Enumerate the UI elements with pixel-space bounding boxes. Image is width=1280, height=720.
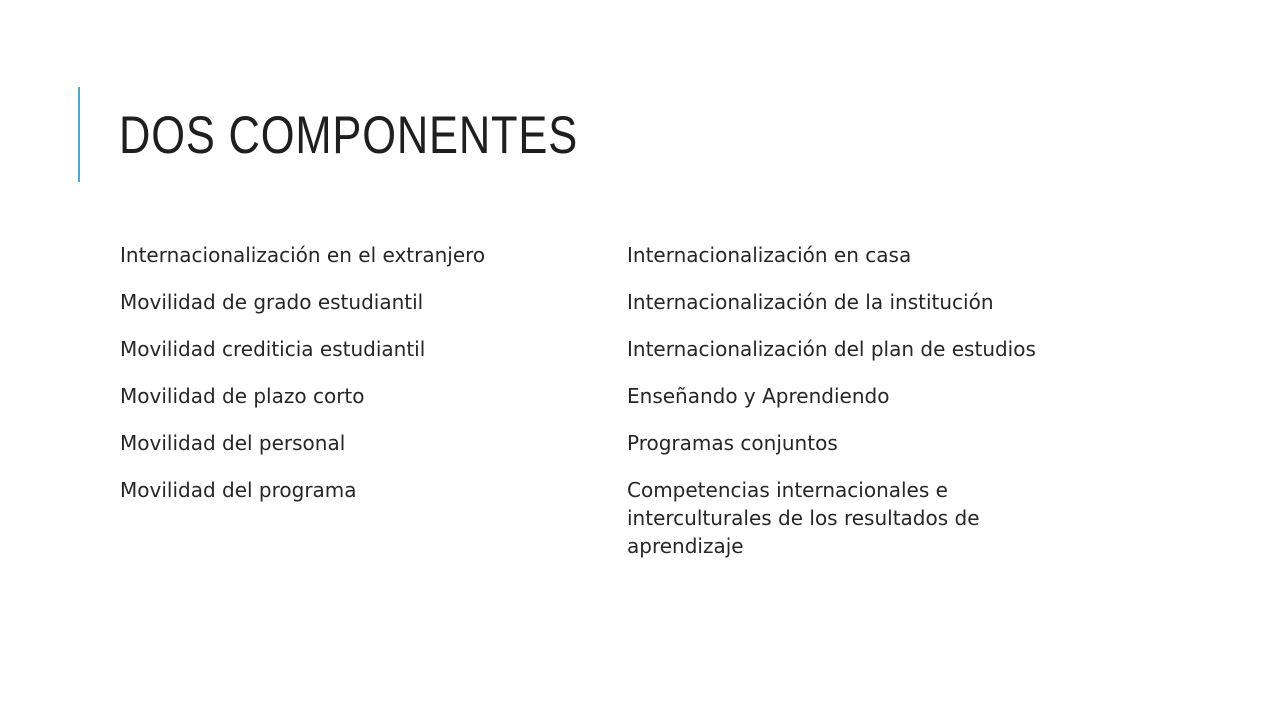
right-item-competencies: Competencias internacionales e interculturales de los resultados de aprendizaje <box>627 478 980 558</box>
title-accent-bar <box>78 87 80 182</box>
left-item-program-mobility: Movilidad del programa <box>120 478 357 502</box>
right-item-joint-programs: Programas conjuntos <box>627 431 838 455</box>
right-item-at-home: Internacionalización en casa <box>627 243 912 267</box>
left-item-degree-mobility: Movilidad de grado estudiantil <box>120 290 424 314</box>
left-item-staff-mobility: Movilidad del personal <box>120 431 346 455</box>
left-column-list <box>120 241 600 523</box>
right-item-curriculum: Internacionalización del plan de estudios <box>627 337 1036 361</box>
right-column-list <box>627 241 1147 579</box>
slide-title: DOS COMPONENTES <box>119 106 579 165</box>
right-item-teaching-learning: Enseñando y Aprendiendo <box>627 384 890 408</box>
left-item-short-term-mobility: Movilidad de plazo corto <box>120 384 365 408</box>
left-item-credit-mobility: Movilidad crediticia estudiantil <box>120 337 426 361</box>
left-item-abroad: Internacionalización en el extranjero <box>120 243 486 267</box>
right-item-institution: Internacionalización de la institución <box>627 290 994 314</box>
